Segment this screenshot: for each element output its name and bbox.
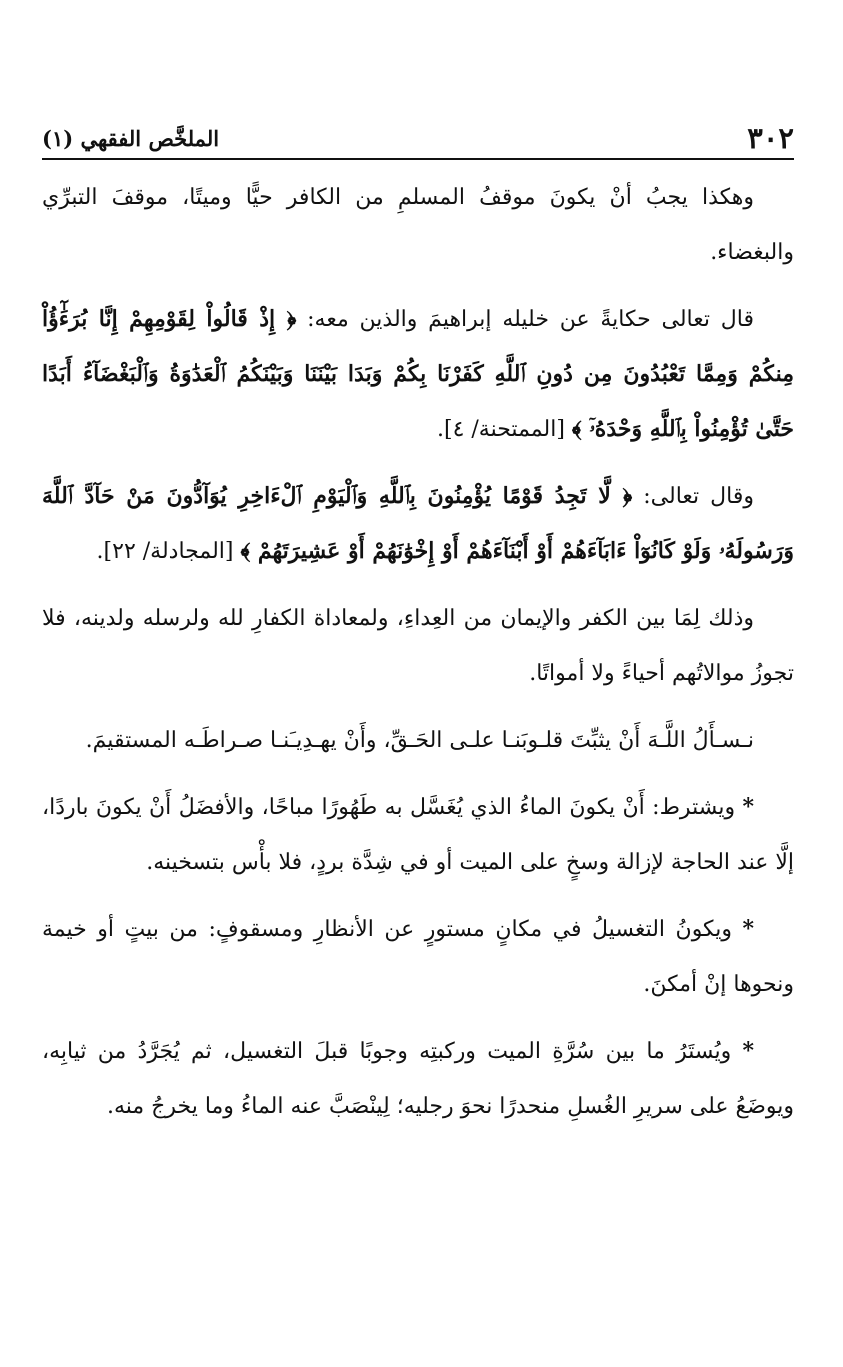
page-number: ٣٠٢ xyxy=(747,121,794,155)
page-body xyxy=(42,170,794,1146)
paragraph-1 xyxy=(42,170,794,280)
paragraph-5 xyxy=(42,713,794,768)
bullet-star-icon: * xyxy=(742,916,754,942)
quran-verse: ﴿ إِذْ قَالُواْ لِقَوْمِهِمْ إِنَّا بُرَءَٰٓؤُاْ مِنكُمْ وَمِمَّا تَعْبُدُونَ مِن دُونِ ٱللَّهِ كَفَرْنَا بِكُمْ وَبَدَا بَيْنَنَا وَبَيْنَكُمُ ٱلْعَدَٰوَةُ وَٱلْبَغْضَآءُ أَبَدًا حَتَّىٰ تُؤْمِنُواْ بِٱللَّهِ وَحْدَهُۥٓ ﴾ xyxy=(42,306,794,442)
paragraph-7 xyxy=(42,902,794,1012)
paragraph-4 xyxy=(42,591,794,701)
paragraph-text: ويكونُ التغسيلُ في مكانٍ مستورٍ عن الأنظارِ ومسقوفٍ: من بيتٍ أو خيمة ونحوها إنْ أمكنَ. xyxy=(42,917,794,997)
paragraph-text: نـسـأَلُ اللَّـهَ أَنْ يثبِّتَ قلـوبَنـا علـى الحَـقِّ، وأَنْ يهـدِيـَنـا صـراطَـه المستقيمَ. xyxy=(85,728,754,753)
verse-citation: [المجادلة/ ٢٢]. xyxy=(96,539,241,564)
paragraph-text: ويُستَرُ ما بين سُرَّةِ الميت وركبتِه وجوبًا قبلَ التغسيل، ثم يُجَرَّدُ من ثيابِه، ويوضَعُ على سريرِ الغُسلِ منحدرًا نحوَ رجليه؛ لِينْصَبَّ عنه الماءُ وما يخرجُ منه. xyxy=(42,1039,794,1119)
paragraph-8 xyxy=(42,1024,794,1134)
paragraph-text: قال تعالى حكايةً عن خليله إبراهيمَ والذين معه: xyxy=(296,307,754,332)
verse-citation: [الممتحنة/ ٤]. xyxy=(436,417,572,442)
paragraph-2 xyxy=(42,292,794,457)
bullet-star-icon: * xyxy=(742,794,754,820)
paragraph-text: ويشترط: أَنْ يكونَ الماءُ الذي يُغَسَّل به طَهُورًا مباحًا، والأفضَلُ أَنْ يكونَ باردًا، إلَّا عند الحاجة لإزالة وسخٍ على الميت أو في شِدَّة بردٍ، فلا بأْس بتسخينه. xyxy=(42,795,794,875)
paragraph-3 xyxy=(42,469,794,579)
running-title: الملخَّص الفقهي (١) xyxy=(42,125,220,151)
header-divider xyxy=(42,158,794,160)
paragraph-text: وقال تعالى: xyxy=(632,484,754,509)
quran-verse: ﴿ لَّا تَجِدُ قَوْمًا يُؤْمِنُونَ بِٱللَّهِ وَٱلْيَوْمِ ٱلْءَاخِرِ يُوَآدُّونَ مَنْ حَآدَّ ٱللَّهَ وَرَسُولَهُۥ وَلَوْ كَانُوٓاْ ءَابَآءَهُمْ أَوْ أَبْنَآءَهُمْ أَوْ إِخْوَٰنَهُمْ أَوْ عَشِيرَتَهُمْ ﴾ xyxy=(42,483,794,564)
paragraph-text: وهكذا يجبُ أنْ يكونَ موقفُ المسلمِ من الكافر حيًّا وميتًا، موقفَ التبرِّي والبغضاء. xyxy=(42,185,794,265)
bullet-star-icon: * xyxy=(742,1038,754,1064)
paragraph-6 xyxy=(42,780,794,890)
page-header xyxy=(42,118,794,158)
paragraph-text: وذلك لِمَا بين الكفر والإيمان من العِداءِ، ولمعاداة الكفارِ لله ولرسله ولدينه، فلا تجوزُ موالاتُهم أحياءً ولا أمواتًا. xyxy=(42,606,794,686)
